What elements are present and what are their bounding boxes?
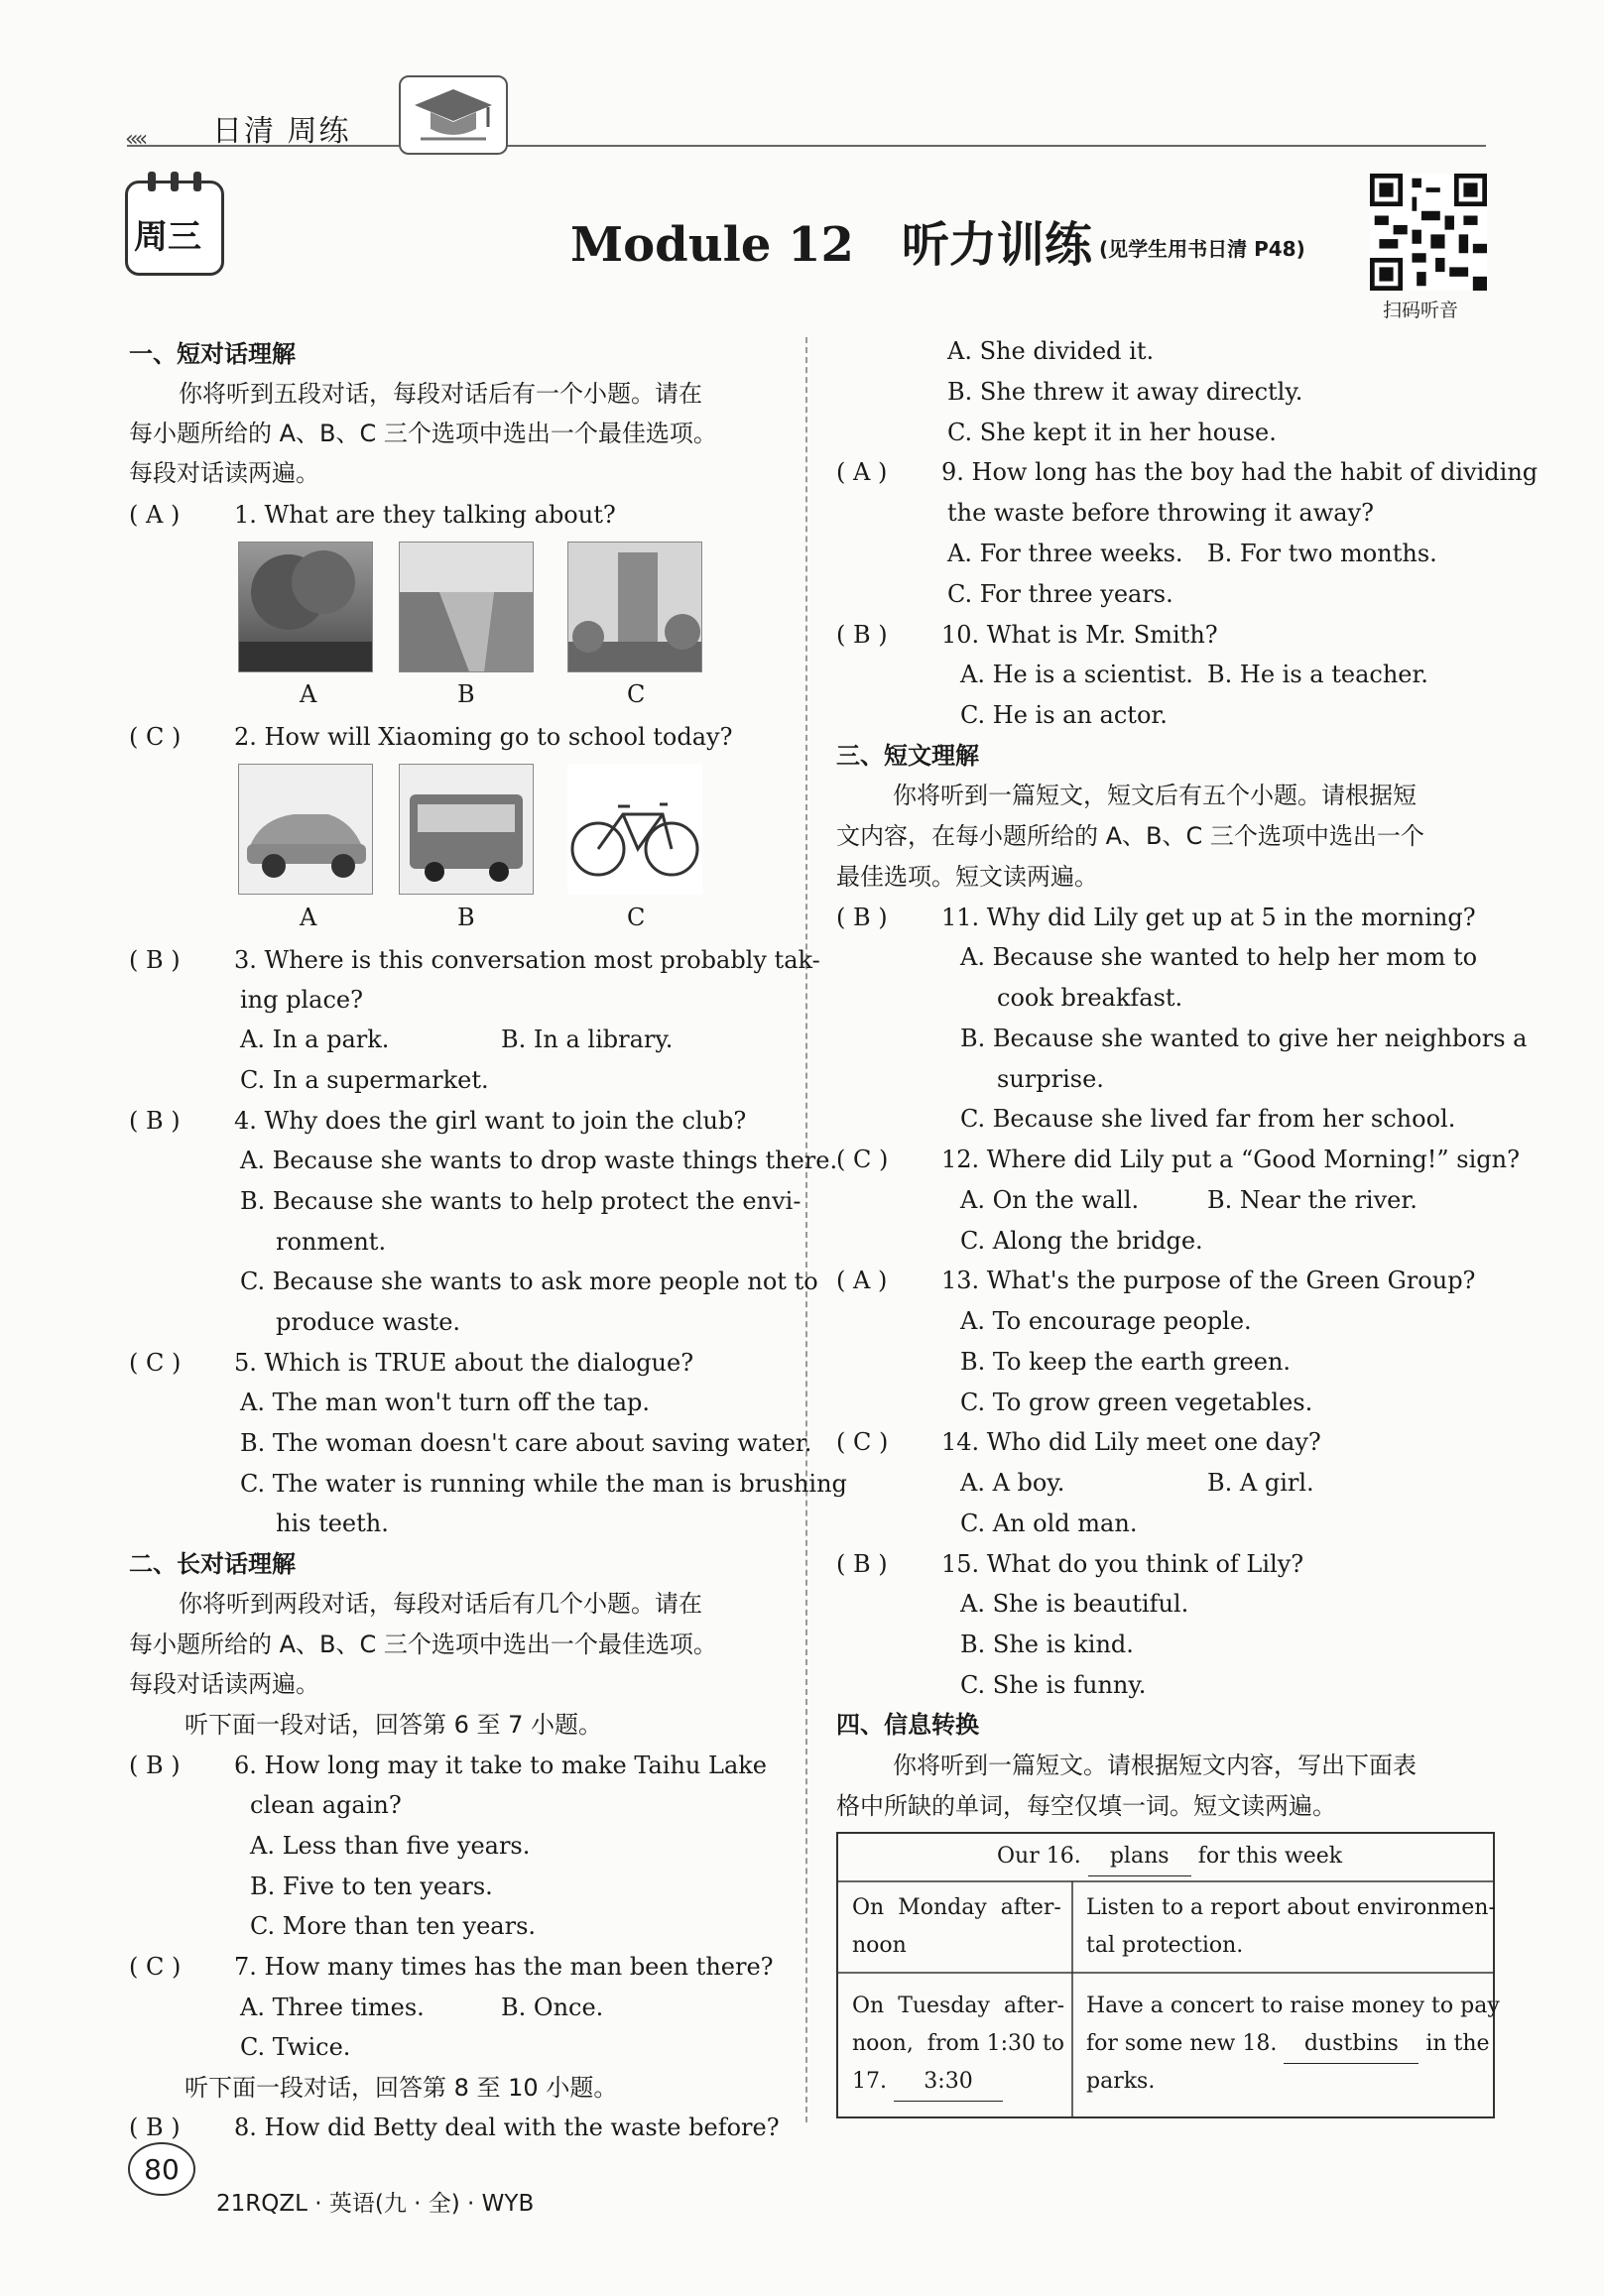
picture-bus xyxy=(399,764,534,895)
picture-bicycle xyxy=(567,764,702,895)
table-cell: On Tuesday after- xyxy=(852,1994,1065,2018)
option: A. For three weeks. xyxy=(947,540,1183,567)
option: C. In a supermarket. xyxy=(240,1066,489,1094)
option: B. In a library. xyxy=(501,1026,674,1053)
table-cell: Have a concert to raise money to pay xyxy=(1086,1994,1500,2018)
picture-smoke-pollution xyxy=(238,542,373,672)
question-2: ( C ) 2. How will Xiaoming go to school today? xyxy=(129,723,733,751)
info-table: Our 16. plans for this week On Monday after- noon Listen to a report about environmen- tal protection. On Tuesday after- noon, from 1:30 to 17. 3:30 Have a concert to raise money to pay for some new 18. dustbins in the parks. xyxy=(836,1832,1495,2118)
question-7: ( C ) 7. How many times has the man been there? xyxy=(129,1953,774,1981)
question-13: ( A ) 13. What's the purpose of the Green Group? xyxy=(836,1267,1476,1294)
picture-river xyxy=(399,542,534,672)
page-number-badge xyxy=(126,2139,197,2199)
footer-code: 21RQZL · 英语(九 · 全) · WYB xyxy=(216,2191,535,2217)
day-label: 周三 xyxy=(134,217,201,257)
answer-blank-17: 3:30 xyxy=(894,2063,1003,2102)
question-11: ( B ) 11. Why did Lily get up at 5 in the morning? xyxy=(836,904,1476,931)
question-15: ( B ) 15. What do you think of Lily? xyxy=(836,1550,1304,1578)
option: B. Because she wanted to give her neighbors a xyxy=(960,1025,1528,1052)
option: B. She threw it away directly. xyxy=(947,378,1303,406)
option: B. Because she wants to help protect the envi- xyxy=(240,1187,802,1215)
option: C. She kept it in her house. xyxy=(947,419,1277,446)
day-badge xyxy=(125,181,224,276)
option: C. Twice. xyxy=(240,2033,351,2061)
option: A. She is beautiful. xyxy=(960,1590,1189,1618)
question-3: ( B ) 3. Where is this conversation most probably tak- xyxy=(129,946,820,974)
option: B. Near the river. xyxy=(1207,1186,1418,1214)
page-title xyxy=(570,206,1092,275)
picture-label-b: B xyxy=(457,680,475,708)
option: A. To encourage people. xyxy=(960,1307,1252,1335)
option: C. He is an actor. xyxy=(960,701,1168,729)
option: A. Because she wants to drop waste things there. xyxy=(240,1147,838,1174)
picture-building xyxy=(567,542,702,672)
graduation-cap-icon xyxy=(399,75,508,155)
option: B. To keep the earth green. xyxy=(960,1348,1292,1376)
answer-blank-16: plans xyxy=(1088,1838,1191,1876)
option: C. Because she wants to ask more people not to xyxy=(240,1268,818,1295)
page-number: 80 xyxy=(144,2153,180,2186)
picture-label-c: C xyxy=(627,680,646,708)
question-8: ( B ) 8. How did Betty deal with the waste before? xyxy=(129,2114,780,2141)
question-10: ( B ) 10. What is Mr. Smith? xyxy=(836,621,1218,649)
column-divider xyxy=(805,337,807,2122)
section-1-intro: 你将听到五段对话，每段对话后有一个小题。请在 xyxy=(179,380,702,408)
option: A. Less than five years. xyxy=(250,1832,531,1860)
option: B. A girl. xyxy=(1207,1469,1314,1497)
question-5: ( C ) 5. Which is TRUE about the dialogue? xyxy=(129,1349,694,1377)
section-4-intro: 你将听到一篇短文。请根据短文内容，写出下面表 xyxy=(893,1752,1417,1779)
picture-car xyxy=(238,764,373,895)
qr-code-icon[interactable] xyxy=(1370,174,1487,291)
section-2-note-1: 听下面一段对话，回答第 6 至 7 小题。 xyxy=(185,1711,603,1739)
picture-label-a: A xyxy=(300,680,317,708)
option: B. The woman doesn't care about saving water. xyxy=(240,1429,812,1457)
section-3-title: 三、短文理解 xyxy=(836,742,979,770)
option: A. Because she wanted to help her mom to xyxy=(960,943,1478,971)
option: B. Once. xyxy=(501,1994,604,2021)
option: C. To grow green vegetables. xyxy=(960,1389,1313,1416)
option: A. In a park. xyxy=(240,1026,390,1053)
title-cn: 听力训练 xyxy=(901,217,1092,273)
table-header: Our 16. plans for this week xyxy=(997,1838,1342,1876)
option: B. For two months. xyxy=(1207,540,1437,567)
option: A. She divided it. xyxy=(947,337,1155,365)
option: C. Because she lived far from her school. xyxy=(960,1105,1456,1133)
picture-label-c2: C xyxy=(627,904,646,931)
option: A. On the wall. xyxy=(960,1186,1140,1214)
picture-label-a2: A xyxy=(300,904,317,931)
picture-label-b2: B xyxy=(457,904,475,931)
option: A. Three times. xyxy=(240,1994,425,2021)
reference-note: (见学生用书日清 P48) xyxy=(1099,237,1305,261)
option: B. He is a teacher. xyxy=(1207,661,1428,688)
option: C. The water is running while the man is brushing xyxy=(240,1470,847,1498)
title-module: Module 12 xyxy=(570,217,854,273)
answer-blank-18: dustbins xyxy=(1284,2025,1419,2064)
option: C. More than ten years. xyxy=(250,1912,537,1940)
question-14: ( C ) 14. Who did Lily meet one day? xyxy=(836,1428,1321,1456)
calendar-rings-icon xyxy=(142,172,207,191)
question-9: ( A ) 9. How long has the boy had the habit of dividing xyxy=(836,458,1539,486)
header-rule xyxy=(127,145,1486,147)
option: B. She is kind. xyxy=(960,1631,1134,1658)
table-cell: Listen to a report about environmen- xyxy=(1086,1895,1496,1920)
qr-caption: 扫码听音 xyxy=(1383,300,1459,321)
option: A. A boy. xyxy=(960,1469,1065,1497)
section-1-title: 一、短对话理解 xyxy=(129,340,296,368)
arrow-decoration-icon: ‹‹‹‹ xyxy=(125,127,145,152)
option: C. Along the bridge. xyxy=(960,1227,1203,1255)
option: A. The man won't turn off the tap. xyxy=(240,1389,651,1416)
question-6: ( B ) 6. How long may it take to make Taihu Lake xyxy=(129,1752,768,1779)
section-2-intro: 你将听到两段对话，每段对话后有几个小题。请在 xyxy=(179,1590,702,1618)
option: C. She is funny. xyxy=(960,1671,1147,1699)
option: B. Five to ten years. xyxy=(250,1873,493,1900)
section-2-title: 二、长对话理解 xyxy=(129,1550,296,1578)
option: A. He is a scientist. xyxy=(960,661,1193,688)
option: C. An old man. xyxy=(960,1510,1138,1537)
series-title: 日清 周练 xyxy=(212,114,351,149)
section-2-note-2: 听下面一段对话，回答第 8 至 10 小题。 xyxy=(185,2074,618,2102)
section-4-title: 四、信息转换 xyxy=(836,1711,979,1739)
option: C. For three years. xyxy=(947,580,1173,608)
question-12: ( C ) 12. Where did Lily put a “Good Morning!” sign? xyxy=(836,1146,1520,1173)
question-4: ( B ) 4. Why does the girl want to join the club? xyxy=(129,1107,747,1135)
question-1: ( A ) 1. What are they talking about? xyxy=(129,501,616,529)
section-3-intro: 你将听到一篇短文，短文后有五个小题。请根据短 xyxy=(893,782,1417,809)
table-cell: On Monday after- xyxy=(852,1895,1061,1920)
